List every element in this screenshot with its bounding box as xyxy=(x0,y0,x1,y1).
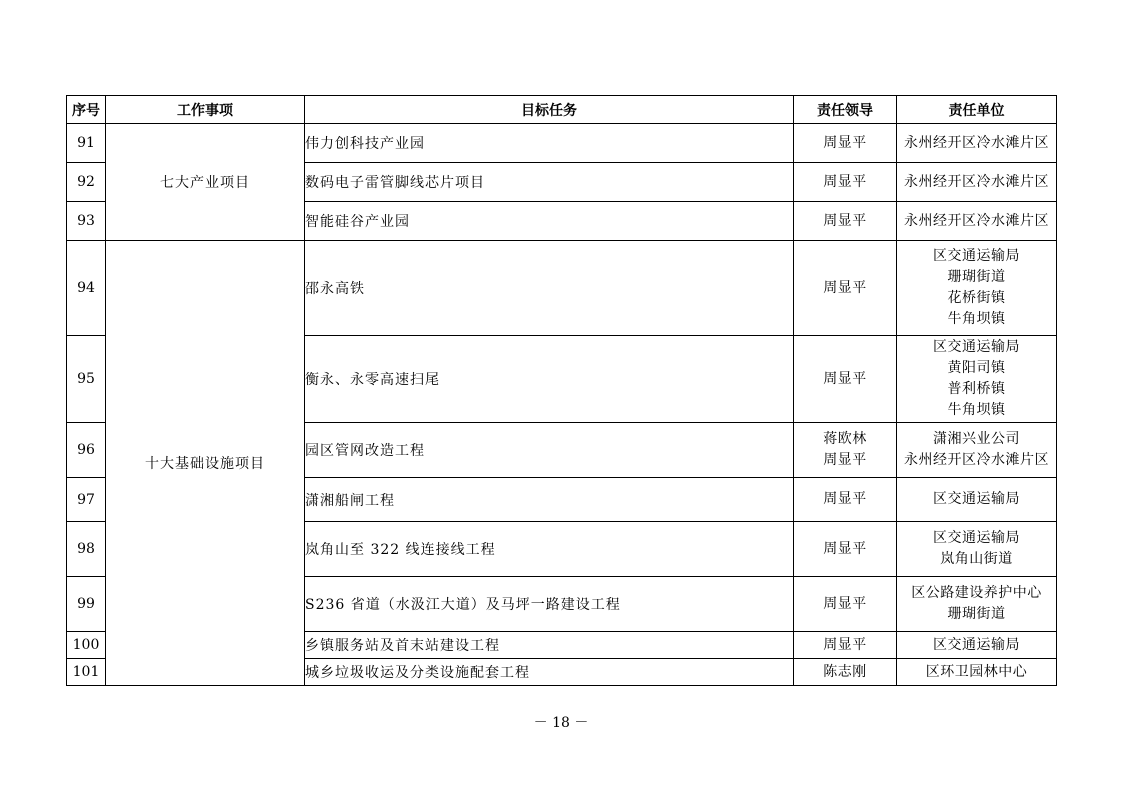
row-number: 97 xyxy=(67,478,106,522)
unit-name: 区交通运输局 xyxy=(933,636,1020,653)
header-row xyxy=(67,96,1057,124)
unit-name: 牛角坝镇 xyxy=(947,311,1006,327)
unit-name: 珊瑚街道 xyxy=(947,606,1006,622)
task-cell: 数码电子雷管脚线芯片项目 xyxy=(305,163,794,202)
task-table xyxy=(66,95,1057,686)
unit-cell xyxy=(897,163,1057,202)
unit-name: 黄阳司镇 xyxy=(947,360,1006,376)
leader-name: 蒋欧林 xyxy=(823,431,867,447)
header-unit: 责任单位 xyxy=(897,96,1057,124)
row-number: 99 xyxy=(67,577,106,632)
unit-name: 区交通运输局 xyxy=(933,491,1020,507)
task-cell: 潇湘船闸工程 xyxy=(305,478,794,522)
unit-cell xyxy=(897,241,1057,336)
table-row xyxy=(67,124,1057,163)
task-cell: 乡镇服务站及首末站建设工程 xyxy=(305,632,794,659)
leader-cell xyxy=(794,522,897,577)
unit-name: 牛角坝镇 xyxy=(947,402,1006,418)
unit-name: 永州经开区冷水滩片区 xyxy=(904,212,1049,229)
unit-name: 永州经开区冷水滩片区 xyxy=(904,134,1049,151)
row-number: 94 xyxy=(67,241,106,336)
leader-name: 周显平 xyxy=(823,212,867,229)
leader-cell xyxy=(794,577,897,632)
header-category: 工作事项 xyxy=(106,96,305,124)
task-cell: 伟力创科技产业园 xyxy=(305,124,794,163)
table-row xyxy=(67,241,1057,336)
unit-name: 区交通运输局 xyxy=(933,530,1020,546)
leader-name: 周显平 xyxy=(823,279,867,296)
category-cell: 七大产业项目 xyxy=(106,124,305,241)
unit-name: 花桥街镇 xyxy=(947,290,1006,306)
task-cell: 城乡垃圾收运及分类设施配套工程 xyxy=(305,659,794,686)
task-cell: 岚角山至 322 线连接线工程 xyxy=(305,522,794,577)
task-cell: 园区管网改造工程 xyxy=(305,423,794,478)
unit-name: 珊瑚街道 xyxy=(947,269,1006,285)
leader-name: 周显平 xyxy=(823,452,867,468)
unit-cell xyxy=(897,522,1057,577)
leader-cell xyxy=(794,241,897,336)
unit-name: 区交通运输局 xyxy=(933,339,1020,355)
unit-cell xyxy=(897,336,1057,423)
leader-cell xyxy=(794,478,897,522)
row-number: 92 xyxy=(67,163,106,202)
page-number: － 18 － xyxy=(533,715,589,731)
leader-cell xyxy=(794,336,897,423)
unit-cell xyxy=(897,478,1057,522)
unit-name: 永州经开区冷水滩片区 xyxy=(904,452,1049,468)
unit-cell xyxy=(897,577,1057,632)
leader-cell xyxy=(794,423,897,478)
task-cell: 衡永、永零高速扫尾 xyxy=(305,336,794,423)
leader-name: 周显平 xyxy=(823,636,867,653)
leader-name: 周显平 xyxy=(823,370,867,387)
leader-name: 周显平 xyxy=(823,491,867,507)
header-task: 目标任务 xyxy=(305,96,794,124)
unit-cell xyxy=(897,632,1057,659)
row-number: 96 xyxy=(67,423,106,478)
unit-cell xyxy=(897,124,1057,163)
leader-name: 周显平 xyxy=(823,595,867,612)
leader-cell xyxy=(794,163,897,202)
row-number: 98 xyxy=(67,522,106,577)
unit-name: 永州经开区冷水滩片区 xyxy=(904,173,1049,190)
row-number: 91 xyxy=(67,124,106,163)
unit-name: 区公路建设养护中心 xyxy=(911,585,1042,601)
task-cell: S236 省道（水汲江大道）及马坪一路建设工程 xyxy=(305,577,794,632)
leader-name: 周显平 xyxy=(823,134,867,151)
header-leader: 责任领导 xyxy=(794,96,897,124)
unit-name: 区环卫园林中心 xyxy=(925,663,1028,680)
task-cell: 智能硅谷产业园 xyxy=(305,202,794,241)
category-cell: 十大基础设施项目 xyxy=(106,241,305,686)
unit-name: 区交通运输局 xyxy=(933,248,1020,264)
leader-name: 陈志刚 xyxy=(823,663,867,680)
leader-cell xyxy=(794,632,897,659)
unit-cell xyxy=(897,423,1057,478)
leader-name: 周显平 xyxy=(823,540,867,557)
leader-cell xyxy=(794,124,897,163)
row-number: 100 xyxy=(67,632,106,659)
row-number: 101 xyxy=(67,659,106,686)
unit-name: 潇湘兴业公司 xyxy=(933,431,1020,447)
task-cell: 邵永高铁 xyxy=(305,241,794,336)
leader-cell xyxy=(794,659,897,686)
leader-cell xyxy=(794,202,897,241)
unit-name: 岚角山街道 xyxy=(940,551,1013,567)
leader-name: 周显平 xyxy=(823,173,867,190)
unit-cell xyxy=(897,202,1057,241)
row-number: 93 xyxy=(67,202,106,241)
row-number: 95 xyxy=(67,336,106,423)
header-seq: 序号 xyxy=(67,96,106,124)
unit-cell xyxy=(897,659,1057,686)
unit-name: 普利桥镇 xyxy=(947,381,1006,397)
